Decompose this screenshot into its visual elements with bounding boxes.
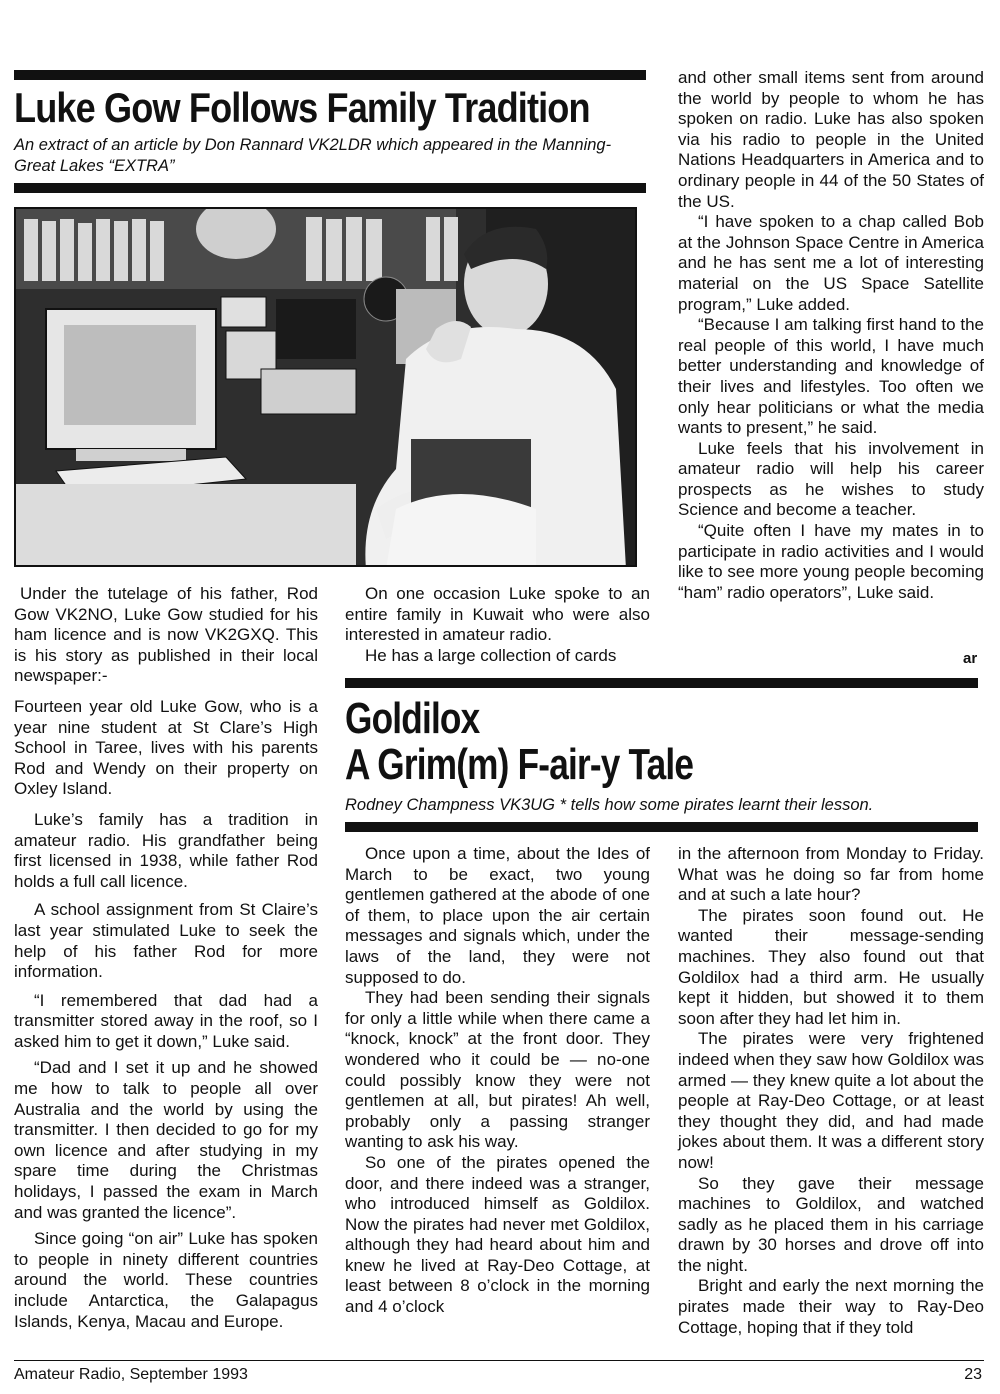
- article2-headline-line2: A Grim(m) F-air-y Tale: [345, 740, 694, 789]
- article1-byline: An extract of an article by Don Rannard VK2LDR which appeared in the Manning-Great Lakes “EXTRA”: [14, 136, 612, 175]
- paragraph: So they gave their message machines to Goldilox, and watched sadly as he placed them in his carriage drawn by 30 horses and drove off into the night.: [678, 1173, 984, 1275]
- paragraph: Under the tutelage of his father, Rod Gow VK2NO, Luke Gow studied for his ham licence and is now VK2GXQ. This is his story as published in their local newspaper:-: [14, 584, 318, 686]
- article1-headline: Luke Gow Follows Family Tradition: [14, 84, 590, 131]
- article1-column-right: [678, 68, 984, 603]
- paragraph: in the afternoon from Monday to Friday. What was he doing so far from home and at such a late hour?: [678, 844, 984, 905]
- paragraph: A school assignment from St Claire’s last year stimulated Luke to seek the help of his father Rod for more information.: [14, 900, 318, 982]
- article2-top-rule: [345, 678, 978, 688]
- top-rule: [14, 70, 646, 80]
- paragraph: He has a large collection of cards: [365, 645, 617, 665]
- footer-page-number: 23: [964, 1366, 982, 1383]
- photo-of-young-radio-operator: [14, 207, 637, 567]
- photo-icon: [16, 209, 637, 567]
- paragraph: Luke feels that his involvement in amateur radio will help his career prospects as he wishes to study Science and become a teacher.: [678, 438, 984, 520]
- footer-publication: Amateur Radio, September 1993: [14, 1366, 248, 1383]
- article1-column-left: [14, 584, 318, 1332]
- paragraph: The pirates were very frightened indeed when they saw how Goldilox was armed — they knew quite a lot about the people at Ray-Deo Cottage, or at least they thought they did, and had made jokes about them. It was a different story now!: [678, 1029, 984, 1172]
- article2-byline-rule: [345, 822, 978, 832]
- paragraph: The pirates soon found out. He wanted their message-sending machines. They also found out that Goldilox had a third arm. He usually kept it hidden, but showed it to them soon after they had let him in.: [678, 905, 984, 1028]
- footer-rule: [14, 1360, 984, 1361]
- article2-column-right: [678, 844, 984, 1338]
- article2-column-middle: [345, 844, 650, 1318]
- article2-headline-line1: Goldilox: [345, 694, 480, 743]
- paragraph: Luke’s family has a tradition in amateur radio. His grandfather being first licensed in 1938, while father Rod holds a full call licence.: [14, 809, 318, 891]
- paragraph: On one occasion Luke spoke to an entire family in Kuwait who were also interested in amateur radio.: [345, 584, 650, 645]
- article1-column-middle: [345, 584, 650, 666]
- paragraph: “Because I am talking first hand to the real people of this world, I have much better understanding and knowledge of their lives and lifestyles. Too often we only hear politicians or what the media wants to present,” he said.: [678, 315, 984, 438]
- paragraph: “Dad and I set it up and he showed me how to talk to people all over Australia and the world by using the transmitter. I then decided to go for my own licence and after studying in my spare time during the Christmas holidays, I passed the exam in March and was granted the licence”.: [14, 1058, 318, 1222]
- paragraph: Bright and early the next morning the pirates made their way to Ray-Deo Cottage, hoping that if they told: [678, 1276, 984, 1337]
- paragraph: They had been sending their signals for only a little while when there came a “knock, knock” at the front door. They wondered who it could be — no-one could possibly know they were not gentlemen at all, but pirates! Ah well, probably only a passing stranger wanting to ask his way.: [345, 988, 650, 1152]
- paragraph: and other small items sent from around the world by people to whom he has spoken on radio. Luke has also spoken via his radio to people in the United Nations Headquarters in America and to ordinary people in 44 of the 50 States of the US.: [678, 68, 984, 211]
- paragraph: “I remembered that dad had a transmitter stored away in the roof, so I asked him to get it down,” Luke said.: [14, 990, 318, 1051]
- paragraph: Once upon a time, about the Ides of March to be exact, two young gentlemen gathered at the abode of one of them, to place upon the air certain messages and signals which, under the laws of the land, they were not supposed to do.: [345, 844, 650, 987]
- end-mark: ar: [963, 650, 978, 667]
- byline-rule: [14, 183, 646, 193]
- paragraph: “Quite often I have my mates in to participate in radio activities and I would like to see more young people becoming “ham” radio operators”, Luke said.: [678, 521, 984, 602]
- paragraph: So one of the pirates opened the door, and there indeed was a stranger, who introduced himself as Goldilox. Now the pirates had never met Goldilox, although they had heard about him and knew he lived at Ray-Deo Cottage, at least between 8 o’clock in the morning and 4 o’clock: [345, 1152, 650, 1317]
- paragraph: “I have spoken to a chap called Bob at the Johnson Space Centre in America and he has sent me a lot of interesting material on the US Space Satellite program,” Luke added.: [678, 212, 984, 314]
- paragraph: Since going “on air” Luke has spoken to people in ninety different countries around the world. These countries include Antarctica, the Galapagus Islands, Kenya, Macau and Europe.: [14, 1229, 318, 1331]
- article2-byline: Rodney Champness VK3UG * tells how some pirates learnt their lesson.: [345, 796, 874, 814]
- paragraph: Fourteen year old Luke Gow, who is a year nine student at St Clare’s High School in Taree, lives with his parents Rod and Wendy on their property on Oxley Island.: [14, 696, 318, 799]
